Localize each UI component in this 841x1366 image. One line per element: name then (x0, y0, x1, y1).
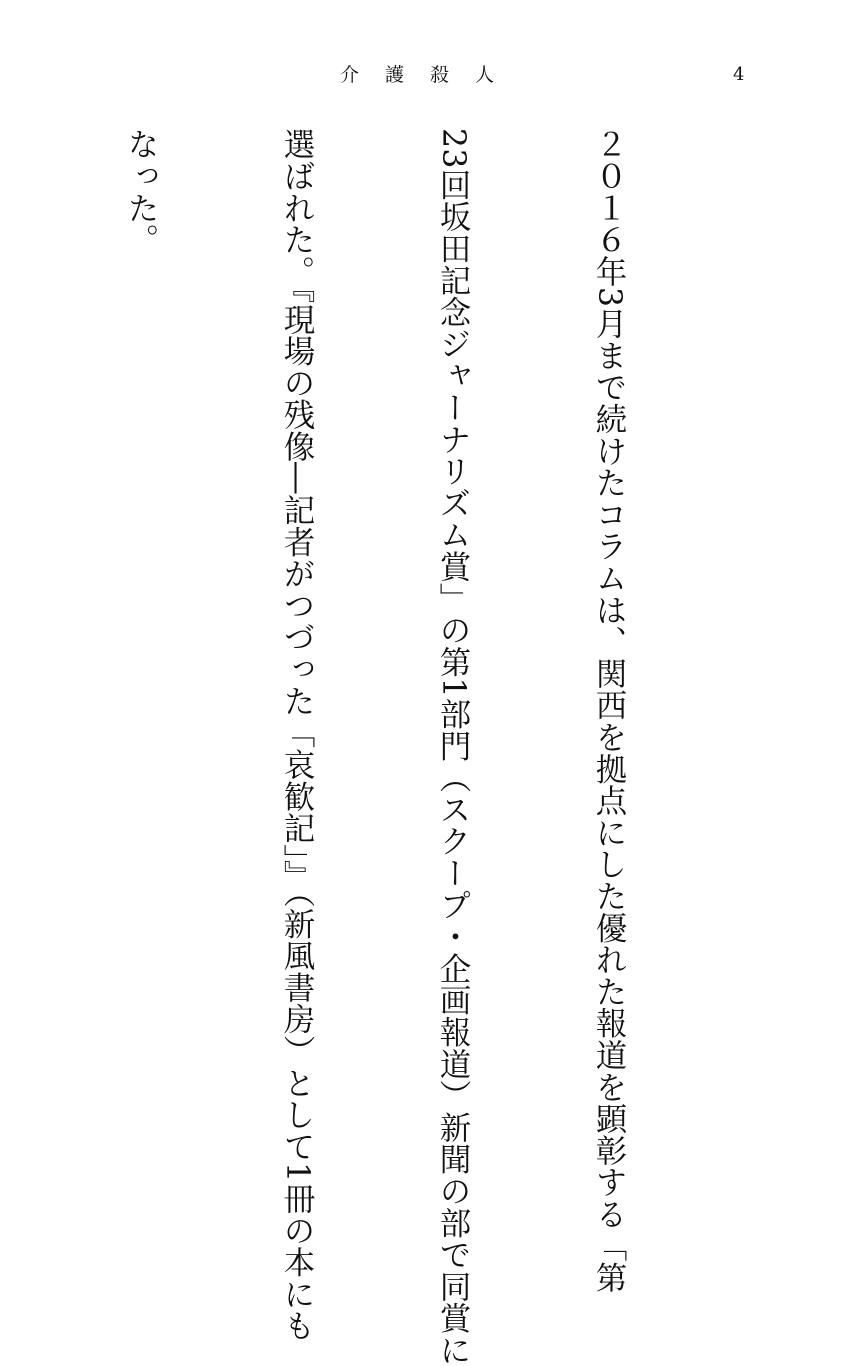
running-title: 介護殺人 (340, 64, 521, 86)
text-column: なった。 (123, 128, 159, 256)
page-number: 4 (733, 64, 745, 85)
text-column: 選ばれた。『現場の残像―記者がつづった「哀歓記」』（新風書房）として1冊の本にも (279, 128, 315, 1342)
text-column: ２０１６年3月まで続けたコラムは、関西を拠点にした優れた報道を顕彰する「第 (591, 128, 627, 1294)
text-column (0, 128, 11, 1138)
vertical-body-text (0, 128, 771, 1366)
text-column: 23回坂田記念ジャーナリズム賞」の第1部門（スクープ・企画報道）新聞の部で同賞に (435, 128, 471, 1366)
